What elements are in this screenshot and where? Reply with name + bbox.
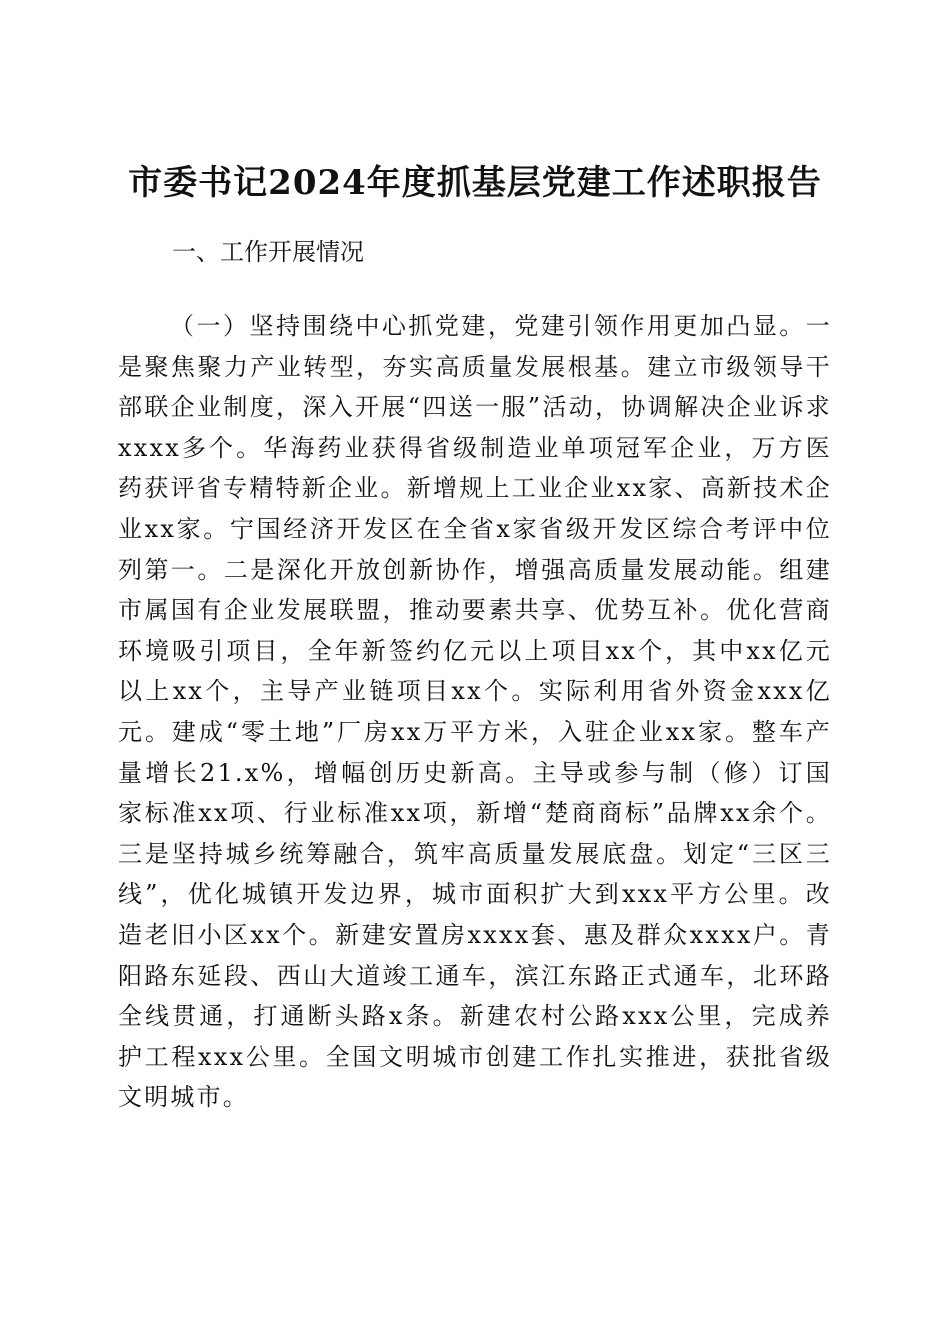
body-paragraph: （一）坚持围绕中心抓党建，党建引领作用更加凸显。一是聚焦聚力产业转型，夯实高质量发展根基。建立市级领导干部联企业制度，深入开展“四送一服”活动，协调解决企业诉求xxxx多个。华海药业获得省级制造业单项冠军企业，万方医药获评省专精特新企业。新增规上工业企业xx家、高新技术企业xx家。宁国经济开发区在全省x家省级开发区综合考评中位列第一。二是深化开放创新协作，增强高质量发展动能。组建市属国有企业发展联盟，推动要素共享、优势互补。优化营商环境吸引项目，全年新签约亿元以上项目xx个，其中xx亿元以上xx个，主导产业链项目xx个。实际利用省外资金xxx亿元。建成“零土地”厂房xx万平方米，入驻企业xx家。整车产量增长21.x%，增幅创历史新高。主导或参与制（修）订国家标准xx项、行业标准xx项，新增“楚商商标”品牌xx余个。三是坚持城乡统筹融合，筑牢高质量发展底盘。划定“三区三线”，优化城镇开发边界，城市面积扩大到xxx平方公里。改造老旧小区xx个。新建安置房xxxx套、惠及群众xxxx户。青阳路东延段、西山大道竣工通车，滨江东路正式通车，北环路全线贯通，打通断头路x条。新建农村公路xxx公里，完成养护工程xxx公里。全国文明城市创建工作扎实推进，获批省级文明城市。 — [118, 312, 832, 1112]
section-heading: 一、工作开展情况 — [172, 238, 364, 266]
document-title: 市委书记2024年度抓基层党建工作述职报告 — [128, 162, 822, 203]
